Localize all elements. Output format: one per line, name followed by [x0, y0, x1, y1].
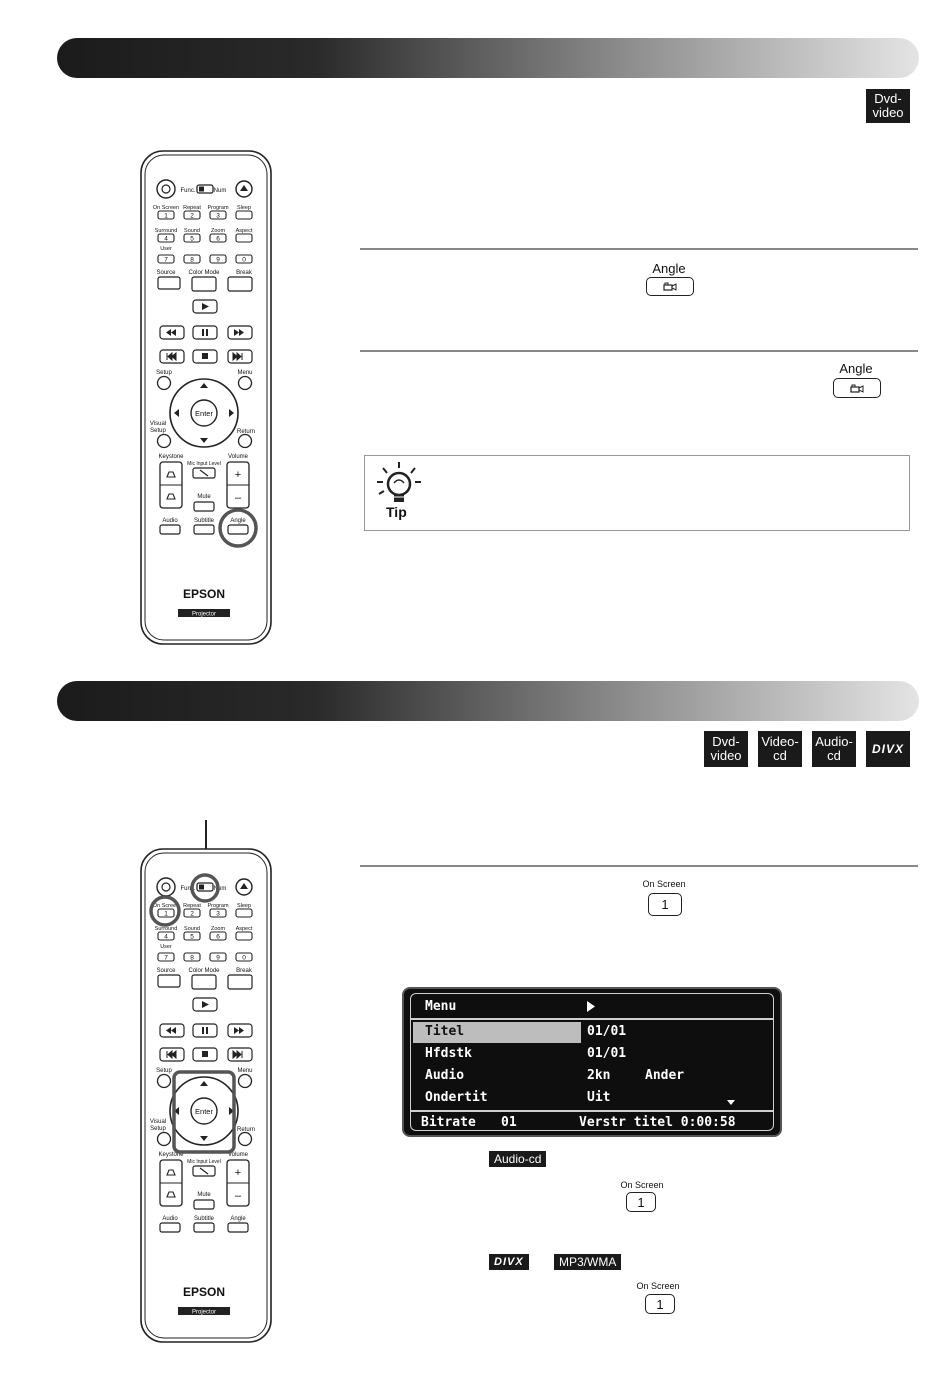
user-label: User	[160, 944, 172, 950]
angle-remote-button	[228, 525, 248, 534]
row1-label: Program	[207, 903, 229, 909]
volume-minus-icon: –	[234, 1190, 242, 1202]
row2-key-number: 6	[216, 235, 220, 243]
row2-label: Zoom	[210, 228, 226, 234]
audio-cd-inline-badge: Audio-cd	[489, 1151, 546, 1167]
row2-label: Sound	[184, 228, 200, 234]
projector-label: Projector	[191, 611, 217, 618]
row2-label: Aspect	[235, 926, 253, 932]
power-button	[157, 180, 175, 198]
remote-drawing	[140, 848, 272, 1343]
angle-label: Angle	[230, 1216, 246, 1222]
color-mode-label: Color Mode	[188, 968, 220, 974]
row3-key-number: 0	[242, 256, 246, 264]
enter-label: Enter	[195, 409, 213, 418]
row1-label: Repeat	[183, 903, 201, 909]
row2-key-number: 6	[216, 933, 220, 941]
break-label: Break	[236, 270, 252, 276]
osd-row: Hfdstk 01/01	[425, 1046, 627, 1061]
return-label: Return	[236, 429, 256, 435]
source-button	[158, 975, 180, 987]
row2-key	[236, 932, 252, 940]
row2-label: Surround	[154, 228, 178, 234]
visual-setup-button	[158, 435, 171, 448]
mute-label: Mute	[197, 1192, 211, 1198]
angle-button-label: Angle	[652, 261, 686, 276]
angle-button-2	[833, 378, 881, 398]
tip-box	[364, 455, 910, 531]
row1-key-number: 2	[190, 212, 194, 220]
num-label: Num	[213, 188, 227, 194]
camera-icon	[663, 282, 677, 291]
row2-key-number: 4	[164, 933, 168, 941]
onscreen-1-button-2: 1	[626, 1192, 656, 1212]
remote-drawing	[140, 150, 272, 645]
onscreen-button-label: On Screen	[642, 879, 686, 889]
play-arrow-icon	[587, 1001, 595, 1012]
keystone-label: Keystone	[158, 1152, 184, 1158]
row3-key-number: 7	[164, 954, 168, 962]
pause-button	[193, 1024, 217, 1037]
onscreen-button-label-2: On Screen	[620, 1180, 664, 1190]
mute-button	[194, 1200, 214, 1209]
pause-button	[193, 326, 217, 339]
projector-label: Projector	[191, 1309, 217, 1316]
visual-setup-label: Visual	[149, 1119, 167, 1125]
color-mode-button	[192, 277, 216, 291]
menu-button	[239, 1075, 252, 1088]
row2-label: Surround	[154, 926, 178, 932]
row3-key-number: 9	[216, 954, 220, 962]
func-label: Func.	[180, 188, 196, 194]
volume-plus-icon: +	[234, 1167, 242, 1179]
stop-icon	[202, 1051, 208, 1057]
row3-key-number: 7	[164, 256, 168, 264]
row1-key-number: 1	[164, 212, 168, 220]
visual-setup-label: Visual	[149, 421, 167, 427]
osd-menu-screen	[402, 987, 782, 1137]
mute-label: Mute	[197, 494, 211, 500]
row2-label: Sound	[184, 926, 200, 932]
row1-key-number: 3	[216, 212, 220, 220]
power-button	[157, 878, 175, 896]
user-label: User	[160, 246, 172, 252]
color-mode-button	[192, 975, 216, 989]
divider-step-3	[360, 865, 918, 867]
volume-label: Volume	[227, 454, 249, 460]
mp3-wma-inline-badge: MP3/WMA	[554, 1254, 621, 1270]
mute-button	[194, 502, 214, 511]
pause-icon	[206, 329, 208, 336]
scroll-down-icon	[727, 1100, 735, 1105]
subtitle-button	[194, 1223, 214, 1232]
mic-input-level-label: Mic Input Level	[187, 461, 221, 467]
dvd-video-badge: Dvd- video	[866, 89, 910, 123]
audio-label: Audio	[162, 1216, 178, 1222]
source-button	[158, 277, 180, 289]
row3-key-number: 8	[190, 954, 194, 962]
divider-step-1	[360, 248, 918, 250]
subtitle-label: Subtitle	[193, 1216, 215, 1222]
menu-label: Menu	[237, 1068, 253, 1074]
setup-label: Setup	[156, 1068, 172, 1074]
break-label: Break	[236, 968, 252, 974]
row1-label: Program	[207, 205, 229, 211]
section-header-bar-top	[57, 38, 919, 78]
angle-remote-button	[228, 1223, 248, 1232]
angle-button-label-2: Angle	[839, 361, 873, 376]
audio-cd-badge: Audio- cd	[812, 731, 856, 767]
row2-key-number: 5	[190, 235, 194, 243]
row2-label: Aspect	[235, 228, 253, 234]
osd-row: Titel 01/01	[411, 1022, 773, 1043]
audio-button	[160, 525, 180, 534]
setup-button	[158, 1075, 171, 1088]
row1-key-number: 1	[164, 910, 168, 918]
remote-control-top	[140, 150, 272, 645]
camera-icon	[850, 384, 864, 393]
angle-button	[646, 277, 694, 296]
pause-icon	[202, 329, 204, 336]
row1-key-number: 3	[216, 910, 220, 918]
row3-key-number: 9	[216, 256, 220, 264]
color-mode-label: Color Mode	[188, 270, 220, 276]
row1-label: Repeat	[183, 205, 201, 211]
menu-label: Menu	[237, 370, 253, 376]
return-label: Return	[236, 1127, 256, 1133]
visual-setup-label: Setup	[150, 428, 166, 434]
row3-key-number: 0	[242, 954, 246, 962]
pause-icon	[202, 1027, 204, 1034]
keystone-label: Keystone	[158, 454, 184, 460]
divx-inline-badge: DIVX	[489, 1254, 529, 1270]
audio-label: Audio	[162, 518, 178, 524]
subtitle-label: Subtitle	[193, 518, 215, 524]
tip-label: Tip	[386, 504, 407, 520]
menu-button	[239, 377, 252, 390]
volume-minus-icon: –	[234, 492, 242, 504]
func-label: Func.	[180, 886, 196, 892]
row2-key-number: 4	[164, 235, 168, 243]
visual-setup-label: Setup	[150, 1126, 166, 1132]
row1-label: On Screen	[152, 205, 180, 211]
osd-footer: Bitrate 01 Verstr titel 0:00:58	[421, 1115, 736, 1130]
return-button	[239, 1133, 252, 1146]
video-cd-badge: Video- cd	[758, 731, 802, 767]
break-button	[228, 277, 252, 291]
divider-step-2	[360, 350, 918, 352]
divx-badge: DIVX	[866, 731, 910, 767]
osd-row: Ondertit Uit	[411, 1088, 773, 1109]
row1-label: On Screen	[152, 903, 180, 909]
return-button	[239, 435, 252, 448]
osd-header-menu: Menu	[425, 999, 457, 1014]
source-label: Source	[156, 270, 176, 276]
section-header-bar-bottom	[57, 681, 919, 721]
enter-label: Enter	[195, 1107, 213, 1116]
remote-control-bottom	[140, 848, 272, 1343]
row1-key	[236, 909, 252, 917]
subtitle-button	[194, 525, 214, 534]
audio-button	[160, 1223, 180, 1232]
row1-key	[236, 211, 252, 219]
angle-label: Angle	[230, 518, 246, 524]
onscreen-1-button-3: 1	[645, 1294, 675, 1314]
epson-logo: EPSON	[182, 587, 226, 601]
stop-icon	[202, 353, 208, 359]
switch-knob	[199, 187, 204, 192]
volume-label: Volume	[227, 1152, 249, 1158]
setup-button	[158, 377, 171, 390]
setup-label: Setup	[156, 370, 172, 376]
mic-input-level-label: Mic Input Level	[187, 1159, 221, 1165]
row2-key-number: 5	[190, 933, 194, 941]
row1-label: Sleep	[236, 903, 252, 909]
num-label: Num	[213, 886, 227, 892]
onscreen-1-button: 1	[648, 893, 682, 916]
switch-knob	[199, 885, 204, 890]
volume-plus-icon: +	[234, 469, 242, 481]
row2-key	[236, 234, 252, 242]
pause-icon	[206, 1027, 208, 1034]
visual-setup-button	[158, 1133, 171, 1146]
dvd-video-badge-2: Dvd- video	[704, 731, 748, 767]
break-button	[228, 975, 252, 989]
onscreen-button-label-3: On Screen	[636, 1281, 680, 1291]
source-label: Source	[156, 968, 176, 974]
row2-label: Zoom	[210, 926, 226, 932]
row1-label: Sleep	[236, 205, 252, 211]
osd-row: Audio 2kn Ander	[425, 1068, 685, 1083]
epson-logo: EPSON	[182, 1285, 226, 1299]
row3-key-number: 8	[190, 256, 194, 264]
row1-key-number: 2	[190, 910, 194, 918]
